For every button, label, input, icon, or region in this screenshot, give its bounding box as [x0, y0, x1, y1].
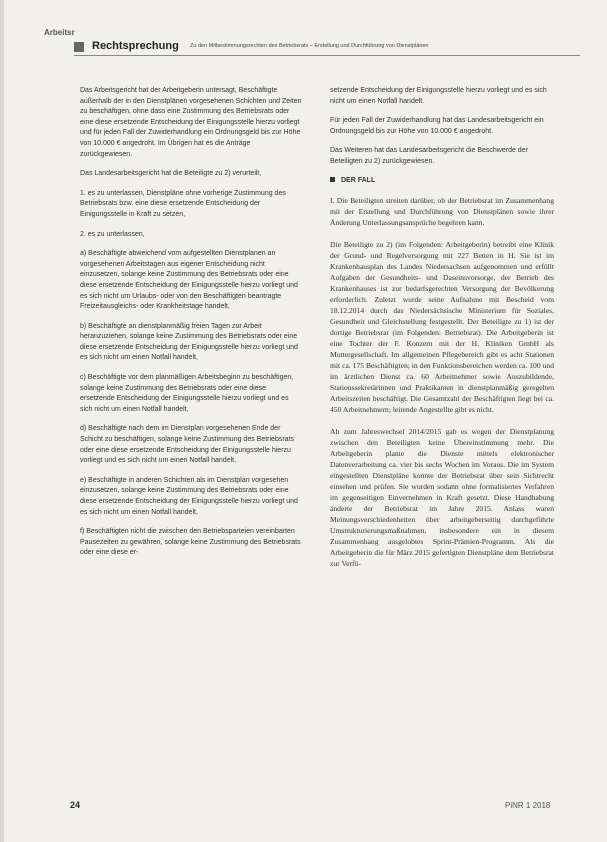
page-subtitle: Zu den Mitbestimmungsrechten des Betriebsrats – Erstellung und Durchführung von Dienstplänen — [190, 43, 429, 49]
paragraph: setzende Entscheidung der Einigungsstelle hierzu vorliegt und es sich nicht um einen Notfall handelt. — [330, 87, 547, 105]
square-bullet-icon — [330, 177, 335, 182]
left-column — [80, 86, 302, 568]
page-title: Rechtsprechung — [92, 40, 179, 52]
right-column-body — [330, 195, 554, 569]
header-divider — [74, 55, 580, 56]
paragraph: a) Beschäftigte abweichend vom aufgestellten Dienstplanen an vorgesehenen Arbeitstagen aus eigener Entscheidung nicht einzusetzen, solange keine Zustimmung des Betriebsrats oder eine diese ersetzende Entscheidung der Einigungsstelle hierzu vorliegt und es sich nicht um Urlaubs- oder von den Beschäftigten beantragte Freizeitausgleichs- oder Krankheitstage handelt, — [80, 250, 298, 311]
paragraph: 1. es zu unterlassen, Dienstpläne ohne vorherige Zustimmung des Betriebsrats bzw. eine diese ersetzende Entscheidung der Einigungsstelle in Kraft zu setzen, — [80, 189, 286, 218]
page-number: 24 — [70, 800, 81, 810]
header-marker-icon — [74, 42, 84, 52]
page-edge-shadow — [0, 0, 4, 842]
paragraph: c) Beschäftigte vor dem planmäßigen Arbeitsbeginn zu beschäftigen, solange keine Zustimmung des Betriebsrats oder eine diese ersetzende Entscheidung der Einigungsstelle hierzu vorliegt und es sich nicht um einen Notfall handelt, — [80, 374, 294, 413]
paragraph: e) Beschäftigte in anderen Schichten als im Dienstplan vorgesehen einzusetzen, solange keine Zustimmung des Betriebsrats oder eine diese ersetzende Entscheidung der Einigungsstelle hierzu vorliegt und es sich nicht um einen Notfall handelt, — [80, 476, 298, 516]
section-heading — [330, 177, 554, 184]
paragraph: I. Die Beteiligten streiten darüber, ob der Betriebsrat im Zusammenhang mit der Erstellung und Durchführung von Dienstplänen sowie ihrer Änderung Unterlassungsansprüche begehren kann. — [330, 195, 554, 227]
paragraph: Für jeden Fall der Zuwiderhandlung hat das Landesarbeitsgericht ein Ordnungsgeld bis zur Höhe von 10.000 € angedroht. — [330, 117, 544, 135]
paragraph: Die Beteiligte zu 2) (im Folgenden: Arbeitgeberin) betreibt eine Klinik der Grund- und Regelversorgung mit 227 Betten in H. Sie ist im Krankenhausplan des Landes Niedersachsen aufgenommen und erfüllt Aufgaben der Gesundheits- und Daseinsvorsorge, der Betrieb des Krankenhauses ist zur bedarfsgerechten Versorgung der Bevölkerung erforderlich. Zuletzt wurde seine Aufnahme mit Bescheid vom 18.12.2014 durch das Niedersächsische Ministerium für Soziales, Gesundheit und Gleichstellung festgestellt. Der Beteiligte zu 1) ist der dortige Betriebsrat (im Folgenden: Betriebsrat). Die Arbeitgeberin ist eine Tochter der F. Konzern mit der H. Kliniken GmbH als Muttergesellschaft. Im allgemeinen Pflegebereich gibt es acht Stationen mit ca. 175 Beschäftigten; in den Funktionsbereichen werden ca. 100 und im ärztlichen Dienst ca. 60 Arbeitnehmer sowie Auszubildende, Stationssekretärinnen und Praktikanten in dienstplanmäßig geregelten Arbeitszeiten beschäftigt. Die Gesamtzahl der Beschäftigten liegt bei ca. 450 Arbeitnehmern; leitende Angestellte gibt es nicht. — [330, 239, 554, 414]
paragraph: Ab zum Jahreswechsel 2014/2015 gab es wegen der Dienstplanung zwischen den Beteiligten keine Übereinstimmung mehr. Die Arbeitgeberin plante die Dienste mittels elektronischer Datenverarbeitung ca. vier bis sechs Wochen im Voraus. Die im System eingestellten Dienstpläne konnte der Betriebsrat über sein Sichtrecht einsehen und prüfen. Sie wurden sodann ohne formalisiertes Verfahren im gegenseitigen Einvernehmen in Kraft gesetzt. Diese Handhabung änderte der Betriebsrat im Jahre 2015. Anlass waren Meinungsverschiedenheiten über arbeitgeberseitig durchgeführte Umstrukturierungsmaßnahmen, insbesondere ein in diesem Zusammenhang ausgelobtes Sprint-Prämien-Programm. Als die Arbeitgeberin die für März 2015 gefertigten Dienstpläne dem Betriebsrat zur Verfü- — [330, 426, 554, 568]
paragraph: b) Beschäftigte an dienstplanmäßig freien Tagen zur Arbeit heranzuziehen, solange keine Zustimmung des Betriebsrats oder eine diese ersetzende Entscheidung der Einigungsstelle hierzu vorliegt und es sich nicht um einen Notfall handelt, — [80, 322, 298, 362]
paragraph: Das Arbeitsgericht hat der Arbeitgeberin untersagt, Beschäftigte außerhalb der in den Dienstplänen vorgesehenen Schichten und Zeiten zu beschäftigen, ohne dass eine Zustimmung des Betriebsrats oder eine diese ersetzende Entscheidung der Einigungsstelle hierzu vorliegt und für jeden Fall der Zuwiderhandlung ein Ordnungsgeld bis zur Höhe von 10.000 € angedroht. Im Übrigen hat es die Anträge zurückgewiesen. — [80, 87, 302, 158]
paragraph: d) Beschäftigte nach dem im Dienstplan vorgesehenen Ende der Schicht zu beschäftigen, solange keine Zustimmung des Betriebsrats oder eine diese ersetzende Entscheidung der Einigungsstelle hierzu vorliegt und es sich nicht um einen Notfall handelt, — [80, 425, 295, 465]
magazine-issue: PiNR 1 2018 — [505, 801, 551, 810]
section-heading-text: DER FALL — [341, 176, 376, 184]
page-header — [44, 40, 580, 54]
paragraph: Das Landesarbeitsgericht hat die Beteiligte zu 2) verurteilt, — [80, 170, 262, 178]
paragraph: 2. es zu unterlassen, — [80, 230, 145, 238]
right-column — [330, 86, 554, 580]
paragraph: Das Weiteren hat das Landesarbeitsgericht die Beschwerde der Beteiligten zu 2) zurückgewiesen. — [330, 147, 528, 165]
section-label: Arbeitsr — [44, 28, 75, 37]
paragraph: f) Beschäftigten nicht die zwischen den Betriebsparteien vereinbarten Pausezeiten zu gewähren, solange keine Zustimmung des Betriebsrats oder eine diese er- — [80, 528, 301, 557]
right-column-intro — [330, 86, 554, 168]
